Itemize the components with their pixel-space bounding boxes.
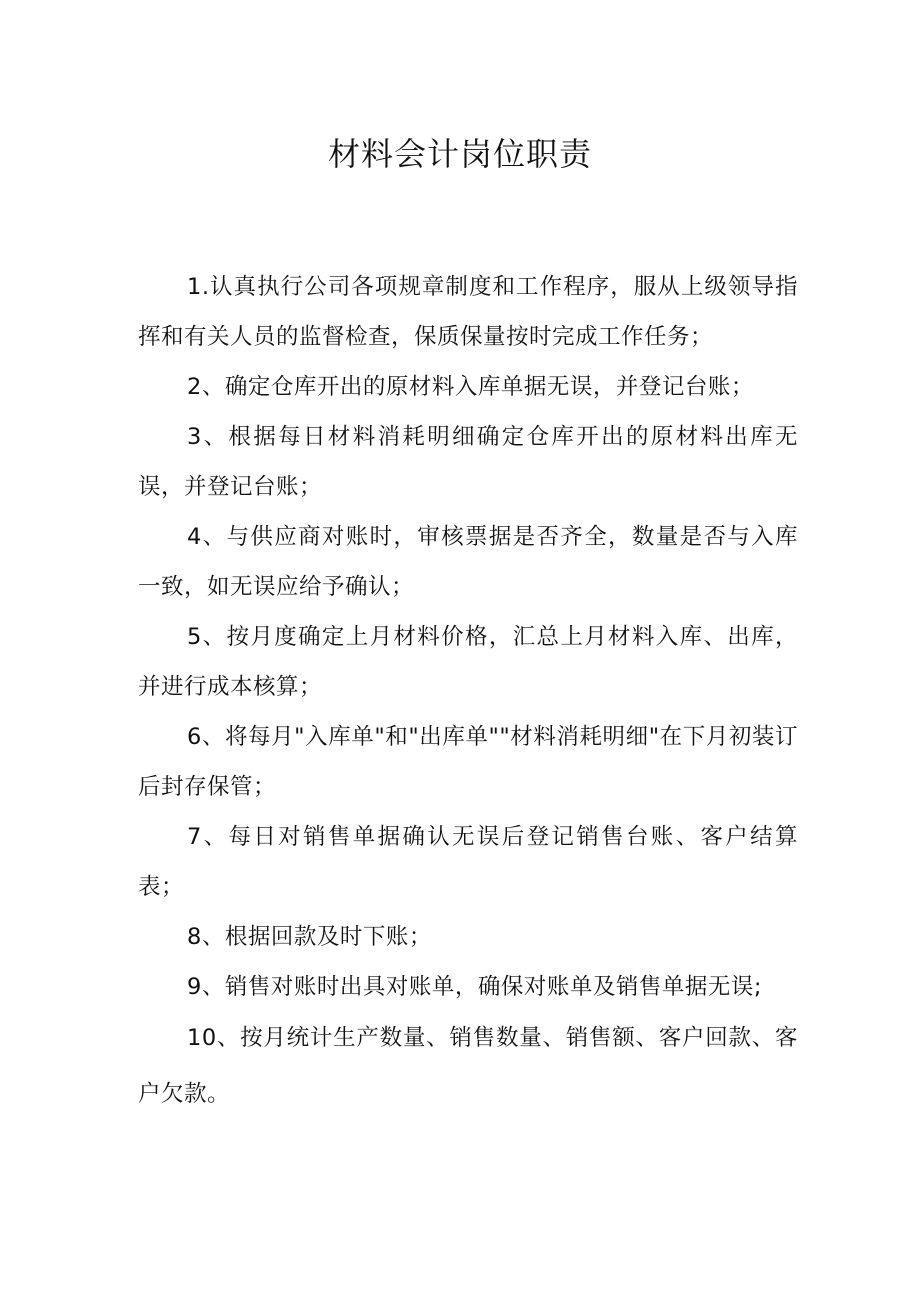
duty-item-10: 10、按月统计生产数量、销售数量、销售额、客户回款、客户欠款。 bbox=[138, 1025, 798, 1107]
duties-list bbox=[138, 262, 798, 1122]
duty-item-8: 8、根据回款及时下账； bbox=[187, 924, 432, 950]
duty-item-1: 1.认真执行公司各项规章制度和工作程序，服从上级领导指挥和有关人员的监督检查，保质保量按时完成工作任务； bbox=[138, 274, 798, 350]
duty-item-9: 9、销售对账时出具对账单，确保对账单及销售单据无误; bbox=[187, 974, 762, 1000]
duty-item-7: 7、每日对销售单据确认无误后登记销售台账、客户结算表； bbox=[138, 824, 798, 900]
duty-item-4: 4、与供应商对账时，审核票据是否齐全，数量是否与入库一致，如无误应给予确认； bbox=[138, 524, 798, 600]
duty-item-2: 2、确定仓库开出的原材料入库单据无误，并登记台账； bbox=[187, 374, 754, 400]
duty-item-5: 5、按月度确定上月材料价格，汇总上月材料入库、出库，并进行成本核算； bbox=[138, 624, 798, 700]
page-title: 材料会计岗位职责 bbox=[327, 135, 592, 173]
duty-item-6: 6、将每月"入库单"和"出库单""材料消耗明细"在下月初装订后封存保管； bbox=[138, 724, 798, 800]
duty-item-3: 3、根据每日材料消耗明细确定仓库开出的原材料出库无误，并登记台账； bbox=[138, 424, 798, 500]
